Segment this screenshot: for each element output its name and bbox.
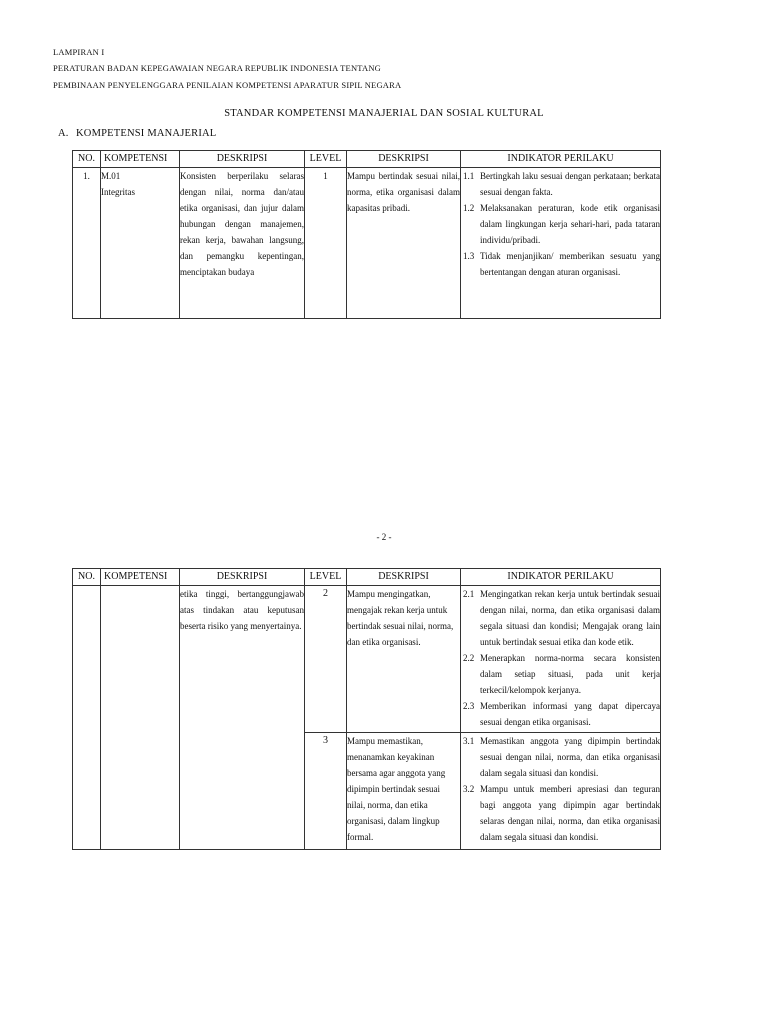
indicator-text: Mampu untuk memberi apresiasi dan teguran bagi anggota yang dipimpin agar bertindak selaras dengan nilai, norma, dan etika organisasi dalam segala situasi dan kondisi. <box>480 784 660 842</box>
row-number-cell <box>73 586 101 850</box>
indicator-text: Mengingatkan rekan kerja untuk bertindak sesuai dengan nilai, norma, dan etika organisasi dalam segala situasi dan kondisi; Mengajak orang lain untuk bertindak sesuai etika dan kode etik. <box>480 589 660 647</box>
level-cell <box>305 733 347 850</box>
col-header-level-deskripsi: DESKRIPSI <box>347 151 461 168</box>
indicator-text: Menerapkan norma-norma secara konsisten dalam setiap situasi, pada unit kerja terkecil/kelompok kerjanya. <box>480 653 660 695</box>
section-label: A. <box>58 128 69 139</box>
deskripsi-cell <box>180 586 305 850</box>
competency-table-page-2 <box>72 568 661 850</box>
level-deskripsi-cell <box>347 168 461 319</box>
indicator-item <box>463 248 660 280</box>
col-header-indikator: INDIKATOR PERILAKU <box>461 151 661 168</box>
level-value: 3 <box>323 735 328 746</box>
level-cell <box>305 168 347 319</box>
col-header-deskripsi: DESKRIPSI <box>180 569 305 586</box>
indicator-number: 2.2 <box>463 653 475 663</box>
indicator-item <box>463 698 660 730</box>
indikator-cell <box>461 168 661 319</box>
indicator-item <box>463 586 660 650</box>
level-value: 2 <box>323 588 328 599</box>
indicator-text: Memastikan anggota yang dipimpin bertindak sesuai dengan nilai, norma, dan etika organisasi dalam segala situasi dan kondisi. <box>480 736 660 778</box>
indicator-number: 2.1 <box>463 589 475 599</box>
section-heading <box>58 128 216 139</box>
indicator-text: Tidak menjanjikan/ memberikan sesuatu yang bertentangan dengan aturan organisasi. <box>480 251 660 277</box>
competency-cell <box>101 586 180 850</box>
indicator-item <box>463 781 660 845</box>
indicator-text: Melaksanakan peraturan, kode etik organisasi dalam lingkungan kerja sehari-hari, pada tataran individu/pribadi. <box>480 203 660 245</box>
indicator-text: Memberikan informasi yang dapat dipercaya sesuai dengan etika organisasi. <box>480 701 660 727</box>
indicator-text: Bertingkah laku sesuai dengan perkataan; berkata sesuai dengan fakta. <box>480 171 660 197</box>
indicator-number: 2.3 <box>463 701 475 711</box>
deskripsi-text: etika tinggi, bertanggungjawab atas tindakan atau keputusan beserta risiko yang menyertainya. <box>180 589 304 631</box>
col-header-level-deskripsi: DESKRIPSI <box>347 569 461 586</box>
level-deskripsi-cell <box>347 586 461 733</box>
page-number: - 2 - <box>376 532 392 542</box>
indicator-item <box>463 200 660 248</box>
table-row <box>73 586 661 733</box>
level-value: 1 <box>323 171 328 181</box>
table-row <box>73 168 661 319</box>
col-header-level: LEVEL <box>305 151 347 168</box>
col-header-kompetensi: KOMPETENSI <box>101 569 180 586</box>
col-header-level: LEVEL <box>305 569 347 586</box>
deskripsi-text: Konsisten berperilaku selaras dengan nilai, norma dan/atau etika organisasi, dan jujur dalam hubungan dengan manajemen, rekan kerja, bawahan langsung, dan pemangku kepentingan, menciptakan budaya <box>180 171 304 277</box>
level-deskripsi-text: Mampu bertindak sesuai nilai, norma, etika organisasi dalam kapasitas pribadi. <box>347 171 460 213</box>
level-cell <box>305 586 347 733</box>
indikator-cell <box>461 733 661 850</box>
header-line-1: LAMPIRAN I <box>53 47 105 57</box>
deskripsi-cell <box>180 168 305 319</box>
indicator-item <box>463 733 660 781</box>
level-deskripsi-text: Mampu memastikan, menanamkan keyakinan bersama agar anggota yang dipimpin bertindak sesuai nilai, norma, dan etika organisasi, dalam lingkup formal. <box>347 736 446 842</box>
indicator-number: 1.2 <box>463 203 475 213</box>
level-deskripsi-cell <box>347 733 461 850</box>
col-header-no: NO. <box>73 569 101 586</box>
table-header-row <box>73 151 661 168</box>
competency-cell <box>101 168 180 319</box>
section-text: KOMPETENSI MANAJERIAL <box>76 128 217 139</box>
indicator-number: 1.1 <box>463 171 475 181</box>
indicator-item <box>463 650 660 698</box>
level-deskripsi-text: Mampu mengingatkan, mengajak rekan kerja untuk bertindak sesuai nilai, norma, dan etika organisasi. <box>347 589 454 647</box>
col-header-kompetensi: KOMPETENSI <box>101 151 180 168</box>
competency-code: M.01 <box>101 171 121 181</box>
indicator-item <box>463 168 660 200</box>
row-number <box>73 168 101 319</box>
col-header-no: NO. <box>73 151 101 168</box>
col-header-deskripsi: DESKRIPSI <box>180 151 305 168</box>
header-line-2: PERATURAN BADAN KEPEGAWAIAN NEGARA REPUBLIK INDONESIA TENTANG <box>53 63 382 73</box>
row-number-text: 1. <box>83 171 90 181</box>
competency-table-page-1 <box>72 150 661 319</box>
col-header-indikator: INDIKATOR PERILAKU <box>461 569 661 586</box>
header-line-3: PEMBINAAN PENYELENGGARA PENILAIAN KOMPETENSI APARATUR SIPIL NEGARA <box>53 80 402 90</box>
table-header-row <box>73 569 661 586</box>
indicator-number: 3.2 <box>463 784 475 794</box>
indicator-number: 3.1 <box>463 736 475 746</box>
document-title: STANDAR KOMPETENSI MANAJERIAL DAN SOSIAL KULTURAL <box>224 108 544 119</box>
competency-name: Integritas <box>101 187 135 197</box>
indicator-number: 1.3 <box>463 251 475 261</box>
indikator-cell <box>461 586 661 733</box>
